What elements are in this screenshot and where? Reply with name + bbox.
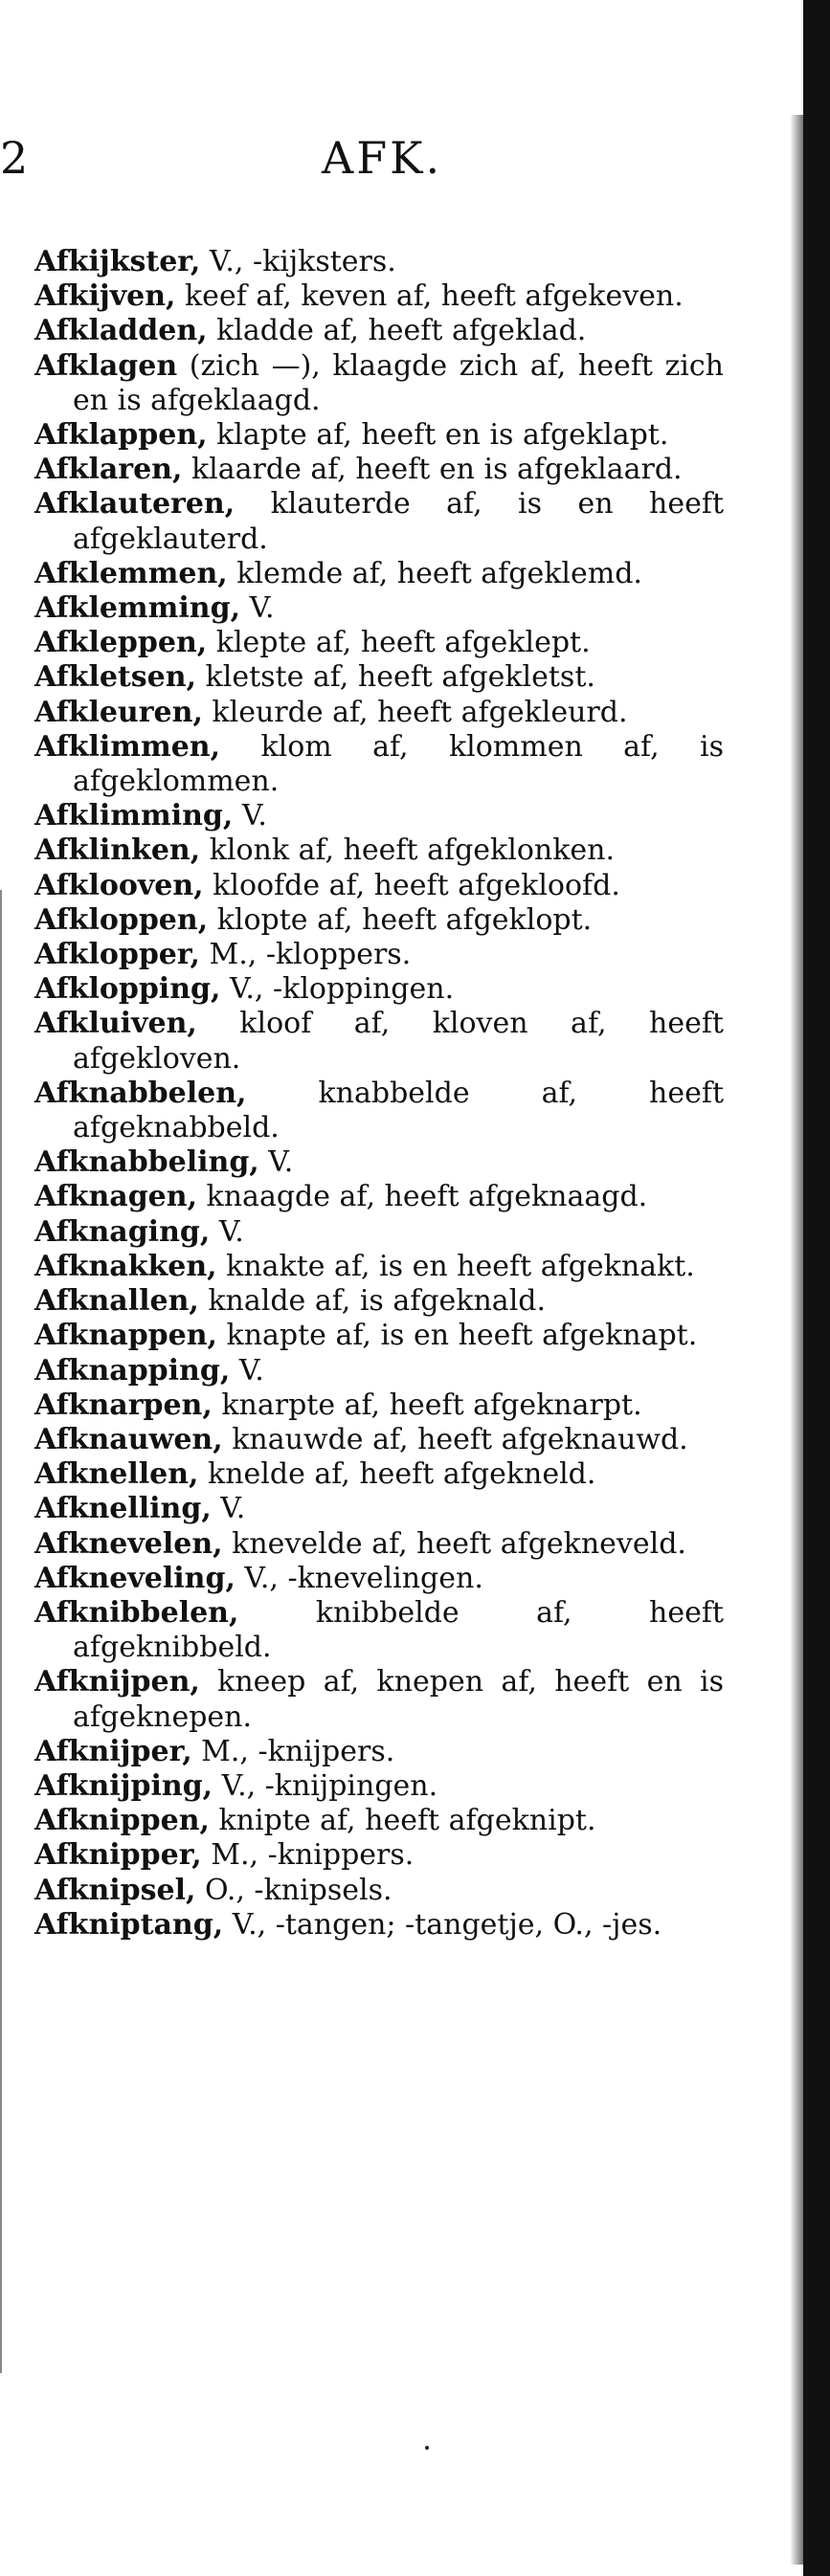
dictionary-entry — [34, 1838, 724, 1873]
entry-headword: Afknipper, — [34, 1838, 202, 1873]
entry-headword: Afknagen, — [34, 1180, 198, 1214]
dictionary-entry — [34, 1180, 724, 1214]
entry-headword: Afklimming, — [34, 799, 234, 833]
dictionary-entry — [34, 730, 724, 799]
entry-headword: Afknapping, — [34, 1353, 231, 1388]
dictionary-entry — [34, 1665, 724, 1734]
page-number: 2 — [0, 132, 29, 184]
entry-headword: Afknabbeling, — [34, 1145, 259, 1180]
entry-headword: Afklopper, — [34, 938, 200, 972]
entry-definition: V. — [230, 1353, 264, 1388]
entry-definition: knapte af, is en heeft afgeknapt. — [217, 1319, 698, 1353]
entry-definition: klaarde af, heeft en is afgeklaard. — [182, 453, 683, 487]
entry-headword: Afklemming, — [34, 591, 241, 626]
entry-definition: (zich —), klaagde zich af, heeft zich en is afgeklaagd. — [73, 348, 724, 417]
entry-headword: Afknauwen, — [34, 1422, 223, 1456]
entry-definition: knauwde af, heeft afgeknauwd. — [222, 1422, 688, 1456]
dictionary-entry — [34, 1769, 724, 1804]
entry-definition: M., -knippers. — [201, 1838, 415, 1873]
entry-headword: Afkluiven, — [34, 1007, 197, 1041]
entry-headword: Afknaging, — [34, 1214, 211, 1249]
dictionary-entry — [34, 1596, 724, 1665]
dictionary-entry — [34, 1077, 724, 1145]
entry-headword: Afknelling, — [34, 1492, 212, 1526]
entry-headword: Afknijping, — [34, 1768, 213, 1803]
entry-definition: klonk af, heeft afgeklonken. — [200, 833, 616, 868]
dictionary-entry — [34, 799, 724, 833]
dictionary-entry — [34, 1562, 724, 1596]
dictionary-entry — [34, 349, 724, 418]
entry-definition: V., -kijksters. — [200, 245, 396, 278]
entry-headword: Afkloppen, — [34, 902, 209, 937]
dictionary-entry — [34, 1250, 724, 1284]
dictionary-entry — [34, 557, 724, 591]
entry-definition: klemde af, heeft afgeklemd. — [227, 556, 642, 590]
dictionary-entry — [34, 1354, 724, 1388]
dictionary-entry — [34, 972, 724, 1007]
dictionary-entry — [34, 487, 724, 556]
dictionary-entry — [34, 626, 724, 660]
entry-definition: V. — [240, 591, 275, 626]
dictionary-entry — [34, 1527, 724, 1562]
dictionary-entry — [34, 245, 724, 279]
dictionary-entry — [34, 453, 724, 487]
entry-definition: kladde af, heeft afgeklad. — [207, 314, 587, 348]
dictionary-entry — [34, 660, 724, 695]
entry-headword: Afklauteren, — [34, 487, 236, 522]
page-gutter-shadow — [790, 115, 803, 2565]
entry-headword: Afkladden, — [34, 314, 208, 348]
entry-headword: Afklaren, — [34, 453, 183, 487]
entry-headword: Afkleuren, — [34, 695, 203, 729]
entry-definition: O., -knipsels. — [195, 1873, 393, 1907]
dictionary-entry — [34, 1284, 724, 1319]
running-head: AFK. — [322, 132, 443, 184]
entry-headword: Afknibbelen, — [34, 1595, 239, 1630]
entry-definition: klom af, klommen af, is afgeklommen. — [73, 729, 724, 799]
entry-headword: Afklopping, — [34, 972, 221, 1007]
entry-headword: Afknarpen, — [34, 1388, 213, 1422]
entry-headword: Afklappen, — [34, 418, 208, 453]
dictionary-entry — [34, 696, 724, 730]
dictionary-entry — [34, 1388, 724, 1423]
entry-definition: knipte af, heeft afgeknipt. — [209, 1804, 596, 1838]
entry-definition: knarpte af, heeft afgeknarpt. — [212, 1388, 642, 1422]
entry-definition: kneep af, knepen af, heeft en is afgeknepen. — [73, 1665, 724, 1734]
entry-headword: Afknijper, — [34, 1734, 192, 1768]
entry-headword: Afklagen — [34, 348, 178, 383]
entry-headword: Afkijven, — [34, 279, 176, 314]
entry-headword: Afknippen, — [34, 1804, 210, 1838]
entry-definition: V. — [210, 1214, 244, 1249]
dictionary-entry — [34, 418, 724, 453]
entry-headword: Afknijpen, — [34, 1665, 200, 1699]
entry-headword: Afklemmen, — [34, 556, 228, 590]
dictionary-entries — [34, 245, 724, 1943]
entry-headword: Afknipsel, — [34, 1873, 196, 1907]
entry-definition: knevelde af, heeft afgekneveld. — [222, 1526, 686, 1561]
dictionary-entry — [34, 1804, 724, 1838]
dictionary-entry — [34, 1908, 724, 1943]
dictionary-entry — [34, 1735, 724, 1769]
entry-definition: knaagde af, heeft afgeknaagd. — [197, 1180, 648, 1214]
entry-definition: keef af, keven af, heeft afgekeven. — [175, 279, 684, 314]
dictionary-entry — [34, 1423, 724, 1457]
entry-definition: knelde af, heeft afgekneld. — [198, 1457, 596, 1492]
entry-definition: kleurde af, heeft afgekleurd. — [202, 695, 628, 729]
dictionary-entry — [34, 279, 724, 314]
entry-definition: klapte af, heeft en is afgeklapt. — [207, 418, 669, 453]
entry-definition: kloofde af, heeft afgekloofd. — [203, 868, 620, 902]
entry-definition: M., -knijpers. — [191, 1734, 395, 1768]
entry-headword: Afknakken, — [34, 1249, 217, 1283]
dictionary-entry — [34, 1319, 724, 1353]
entry-headword: Afkniptang, — [34, 1907, 224, 1942]
entry-definition: klopte af, heeft afgeklopt. — [208, 902, 593, 937]
entry-headword: Afknevelen, — [34, 1526, 223, 1561]
dictionary-entry — [34, 938, 724, 972]
entry-headword: Afkneveling, — [34, 1561, 236, 1595]
entry-definition: knalde af, is afgeknald. — [198, 1284, 547, 1319]
dictionary-entry — [34, 1145, 724, 1180]
entry-definition: knabbelde af, heeft afgeknabbeld. — [73, 1076, 724, 1145]
entry-definition: V., -kloppingen. — [220, 972, 455, 1007]
entry-headword: Afklimmen, — [34, 729, 221, 764]
entry-headword: Afkijkster, — [34, 245, 201, 278]
entry-definition: V., -knevelingen. — [235, 1561, 483, 1595]
entry-headword: Afknappen, — [34, 1319, 217, 1353]
entry-headword: Afkletsen, — [34, 660, 197, 695]
entry-definition: V., -knijpingen. — [213, 1768, 438, 1803]
dictionary-entry — [34, 591, 724, 626]
entry-headword: Afklinken, — [34, 833, 201, 868]
entry-definition: V. — [211, 1492, 246, 1526]
entry-headword: Afkleppen, — [34, 626, 208, 660]
dictionary-entry — [34, 314, 724, 348]
entry-headword: Afklooven, — [34, 868, 204, 902]
entry-definition: knibbelde af, heeft afgeknibbeld. — [73, 1595, 724, 1665]
entry-definition: klauterde af, is en heeft afgeklauterd. — [73, 487, 724, 556]
entry-headword: Afknabbelen, — [34, 1076, 247, 1110]
entry-definition: V. — [233, 799, 267, 833]
dictionary-entry — [34, 1457, 724, 1492]
entry-headword: Afknellen, — [34, 1457, 199, 1492]
entry-definition: kloof af, kloven af, heeft afgekloven. — [73, 1007, 724, 1076]
entry-definition: M., -kloppers. — [199, 938, 412, 972]
dictionary-entry — [34, 1215, 724, 1250]
book-spine — [803, 0, 830, 2576]
entry-definition: knakte af, is en heeft afgeknakt. — [216, 1249, 695, 1283]
dictionary-entry — [34, 1492, 724, 1526]
entry-definition: V. — [258, 1145, 294, 1180]
dictionary-entry — [34, 1007, 724, 1076]
dictionary-entry — [34, 833, 724, 868]
entry-definition: klepte af, heeft afgeklept. — [207, 626, 591, 660]
speck — [425, 2446, 429, 2450]
dictionary-entry — [34, 903, 724, 938]
dictionary-entry — [34, 869, 724, 903]
entry-definition: kletste af, heeft afgekletst. — [196, 660, 595, 695]
entry-definition: V., -tangen; -tangetje, O., -jes. — [223, 1907, 662, 1942]
dictionary-entry — [34, 1874, 724, 1908]
entry-headword: Afknallen, — [34, 1284, 199, 1319]
margin-line — [0, 890, 2, 2373]
